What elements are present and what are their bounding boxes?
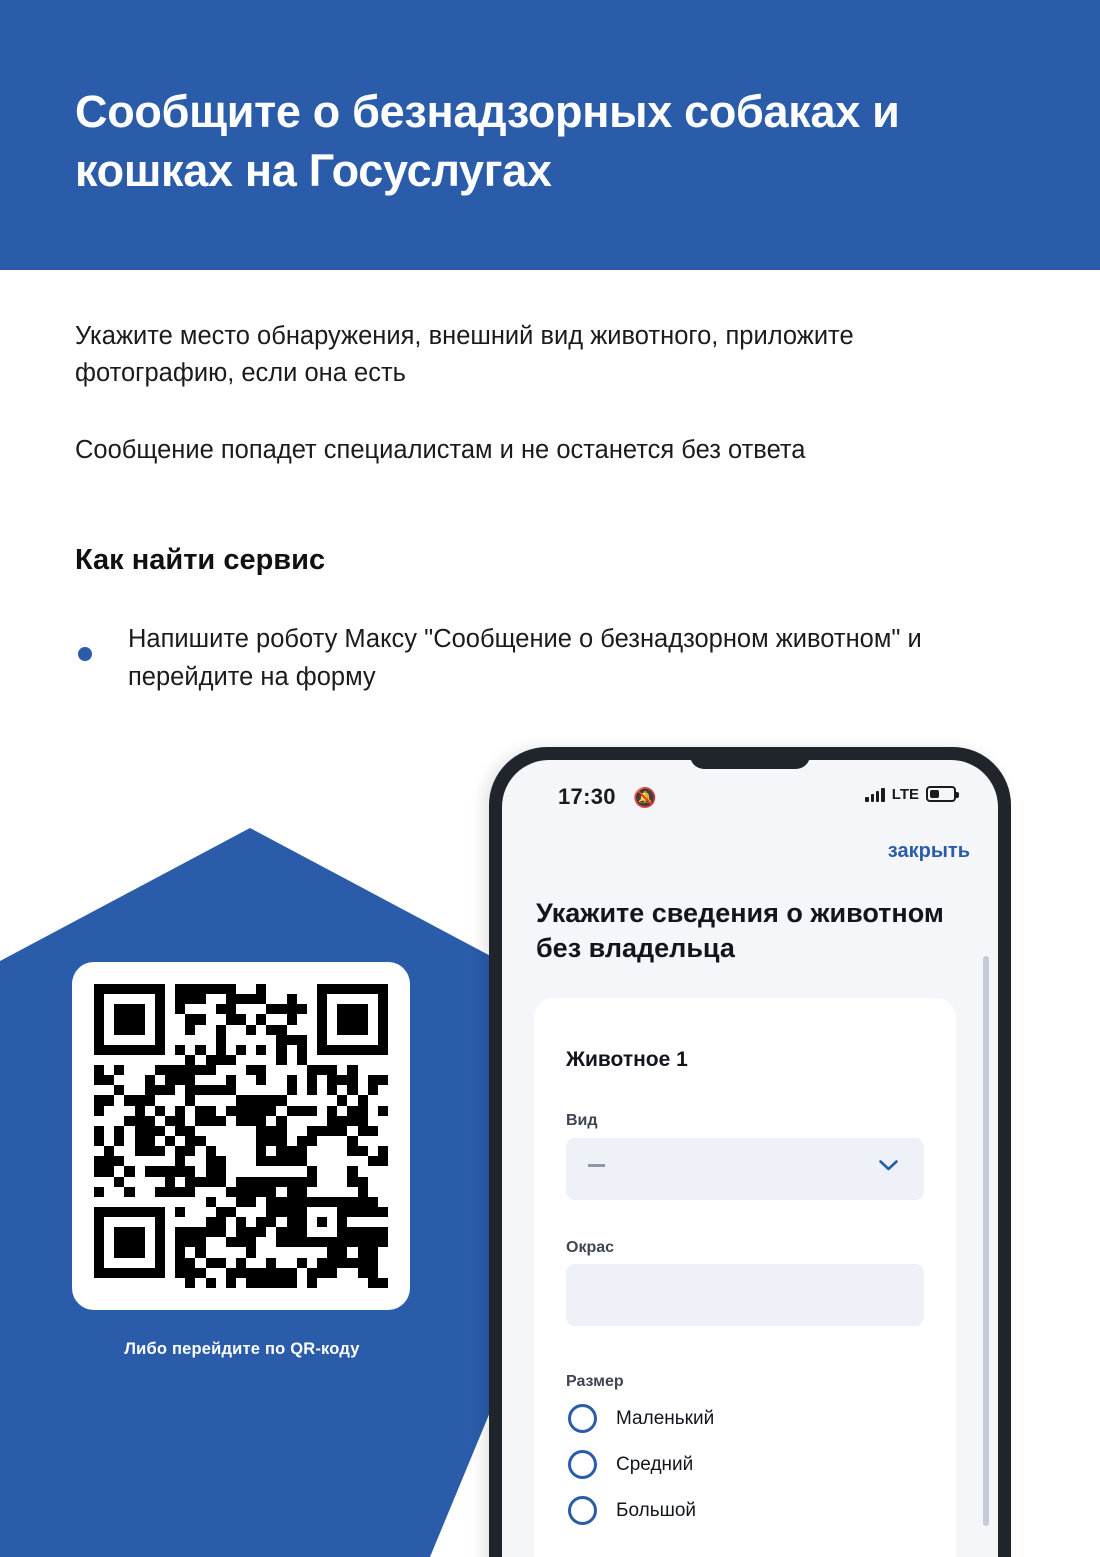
color-input[interactable] — [566, 1264, 924, 1326]
status-bar — [502, 784, 998, 814]
signal-bars-icon — [865, 786, 885, 802]
radio-option-small[interactable] — [566, 1402, 924, 1446]
radio-circle-icon — [568, 1496, 597, 1525]
phone-notch — [690, 760, 810, 769]
status-indicators — [865, 786, 956, 802]
close-button[interactable]: закрыть — [887, 840, 970, 862]
radio-option-medium[interactable] — [566, 1448, 924, 1492]
card-title: Животное 1 — [566, 1048, 688, 1071]
select-placeholder-dash — [588, 1164, 605, 1167]
section-heading-how-to-find: Как найти сервис — [75, 544, 326, 576]
radio-circle-icon — [568, 1404, 597, 1433]
field-label-color: Окрас — [566, 1239, 615, 1256]
radio-option-large[interactable] — [566, 1494, 924, 1538]
radio-circle-icon — [568, 1450, 597, 1479]
species-select[interactable] — [566, 1138, 924, 1200]
battery-low-icon — [926, 786, 956, 802]
bell-off-icon: 🔕 — [633, 788, 657, 809]
phone-screen — [502, 760, 998, 1557]
qr-code-icon[interactable] — [94, 984, 388, 1288]
page-title: Сообщите о безнадзорных собаках и кошках на Госуслугах — [75, 86, 900, 197]
field-label-species: Вид — [566, 1112, 598, 1129]
radio-label: Средний — [616, 1454, 694, 1475]
radio-label: Большой — [616, 1500, 697, 1521]
phone-mockup — [489, 747, 1011, 1557]
bullet-text: Напишите роботу Максу "Сообщение о безнадзорном животном" и перейдите на форму — [128, 625, 922, 692]
qr-code-card — [72, 962, 410, 1310]
radio-label: Маленький — [616, 1408, 715, 1429]
intro-paragraph-1: Укажите место обнаружения, внешний вид животного, приложите фотографию, если она есть — [75, 322, 854, 387]
network-label: LTE — [891, 786, 919, 803]
status-time: 17:30 — [558, 784, 616, 809]
bullet-dot-icon — [78, 647, 92, 661]
intro-paragraph-2: Сообщение попадет специалистам и не останется без ответа — [75, 436, 806, 464]
header-banner — [0, 0, 1100, 270]
field-label-size: Размер — [566, 1373, 624, 1390]
screen-title: Укажите сведения о животном без владельца — [536, 898, 944, 963]
animal-form-card — [534, 998, 956, 1557]
qr-caption: Либо перейдите по QR-коду — [124, 1340, 360, 1358]
chevron-down-icon — [879, 1160, 898, 1171]
vertical-scrollbar[interactable] — [983, 956, 989, 1526]
